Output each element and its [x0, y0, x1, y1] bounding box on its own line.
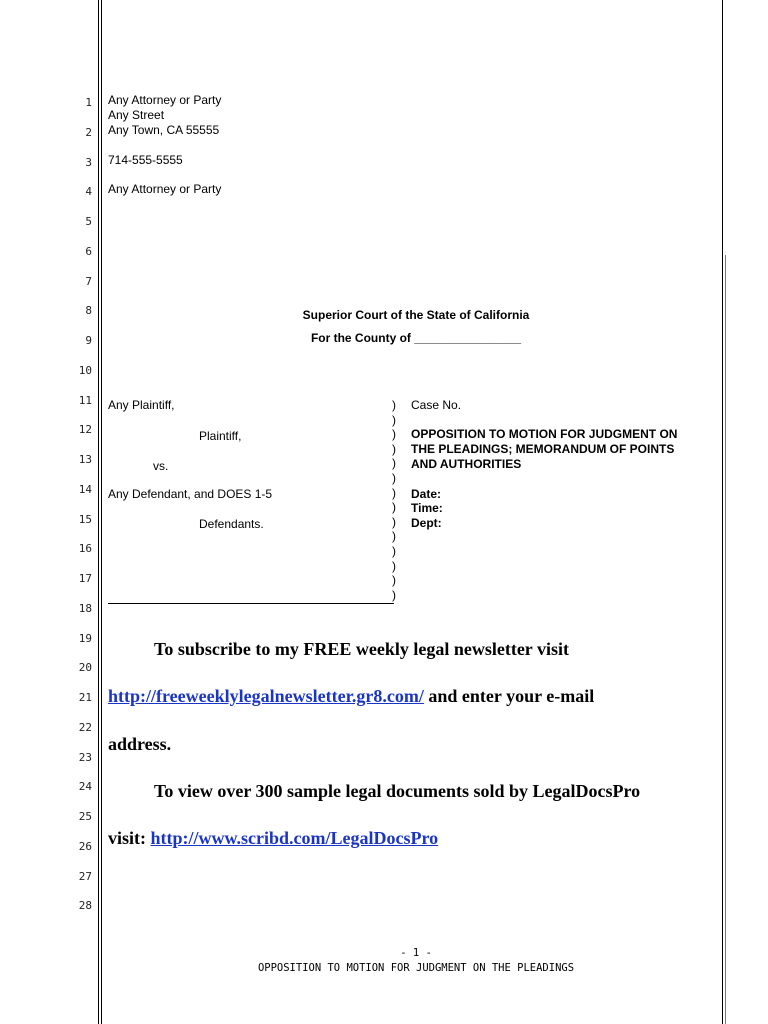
sample-docs-paragraph-line-1: To view over 300 sample legal documents sold by LegalDocsPro	[154, 781, 641, 801]
footer-document-title: OPPOSITION TO MOTION FOR JUDGMENT ON THE PLEADINGS	[257, 962, 575, 974]
right-margin-rule	[722, 0, 723, 1024]
line-number: 25	[78, 810, 92, 823]
document-title-line-1: OPPOSITION TO MOTION FOR JUDGMENT ON	[411, 427, 678, 441]
caption-paren: )	[392, 413, 396, 427]
footer-page-number: - 1 -	[400, 947, 432, 959]
document-title-line-2: THE PLEADINGS; MEMORANDUM OF POINTS	[411, 442, 675, 456]
line-number: 8	[85, 304, 92, 317]
caption-paren: )	[392, 427, 396, 441]
line-number: 14	[78, 483, 92, 496]
caption-paren: )	[392, 588, 396, 602]
line-number: 1	[85, 96, 92, 109]
line-number: 7	[85, 275, 92, 288]
line-number: 21	[78, 691, 92, 704]
newsletter-paragraph-line-2	[108, 686, 594, 707]
attorney-phone: 714-555-5555	[108, 153, 183, 167]
line-number: 22	[78, 721, 92, 734]
case-number-label: Case No.	[411, 398, 462, 412]
line-number: 17	[78, 572, 92, 585]
line-number: 9	[85, 334, 92, 347]
caption-paren: )	[392, 500, 396, 514]
hearing-time-label: Time:	[411, 501, 443, 515]
left-margin-rule-outer	[98, 0, 99, 1024]
line-number: 28	[78, 899, 92, 912]
line-number: 11	[78, 394, 92, 407]
caption-paren: )	[392, 471, 396, 485]
visit-label: visit:	[108, 828, 146, 848]
newsletter-link[interactable]: http://freeweeklylegalnewsletter.gr8.com/	[108, 686, 424, 706]
line-number: 6	[85, 245, 92, 258]
left-margin-rule-inner	[101, 0, 102, 1024]
line-number: 2	[85, 126, 92, 139]
line-number: 19	[78, 632, 92, 645]
plaintiff-name: Any Plaintiff,	[108, 398, 175, 412]
caption-paren: )	[392, 573, 396, 587]
line-number: 16	[78, 542, 92, 555]
line-number: 5	[85, 215, 92, 228]
attorney-city: Any Town, CA 55555	[108, 123, 220, 137]
right-margin-rule-shadow	[725, 255, 726, 1024]
line-number: 24	[78, 780, 92, 793]
caption-paren: )	[392, 529, 396, 543]
hearing-dept-label: Dept:	[411, 516, 442, 530]
attorney-street: Any Street	[108, 108, 165, 122]
line-number: 10	[78, 364, 92, 377]
newsletter-paragraph-line-3: address.	[108, 734, 172, 754]
caption-paren: )	[392, 486, 396, 500]
newsletter-after-link: and enter your e-mail	[428, 686, 595, 706]
court-name: Superior Court of the State of California	[302, 308, 530, 322]
court-county: For the County of ________________	[310, 331, 522, 345]
line-number: 20	[78, 661, 92, 674]
caption-paren: )	[392, 456, 396, 470]
line-number: 23	[78, 751, 92, 764]
line-number: 18	[78, 602, 92, 615]
newsletter-paragraph-line-1	[154, 639, 569, 660]
defendant-name: Any Defendant, and DOES 1-5	[108, 487, 273, 501]
caption-paren: )	[392, 544, 396, 558]
defendant-role: Defendants.	[199, 517, 264, 531]
newsletter-text: To subscribe to my FREE weekly legal newsletter visit	[154, 639, 569, 659]
line-number: 4	[85, 185, 92, 198]
line-number: 15	[78, 513, 92, 526]
caption-paren: )	[392, 442, 396, 456]
plaintiff-role: Plaintiff,	[199, 429, 242, 443]
hearing-date-label: Date:	[411, 487, 442, 501]
line-number: 12	[78, 423, 92, 436]
attorney-name: Any Attorney or Party	[108, 93, 222, 107]
line-number: 13	[78, 453, 92, 466]
line-number: 3	[85, 156, 92, 169]
versus-label: vs.	[153, 459, 169, 473]
caption-paren: )	[392, 398, 396, 412]
scribd-link[interactable]: http://www.scribd.com/LegalDocsPro	[150, 828, 439, 848]
line-number: 27	[78, 870, 92, 883]
attorney-for: Any Attorney or Party	[108, 182, 222, 196]
sample-docs-paragraph-line-2	[108, 828, 438, 849]
caption-paren: )	[392, 515, 396, 529]
line-number: 26	[78, 840, 92, 853]
document-title-line-3: AND AUTHORITIES	[411, 457, 522, 471]
caption-bottom-rule	[108, 603, 394, 604]
caption-paren: )	[392, 559, 396, 573]
